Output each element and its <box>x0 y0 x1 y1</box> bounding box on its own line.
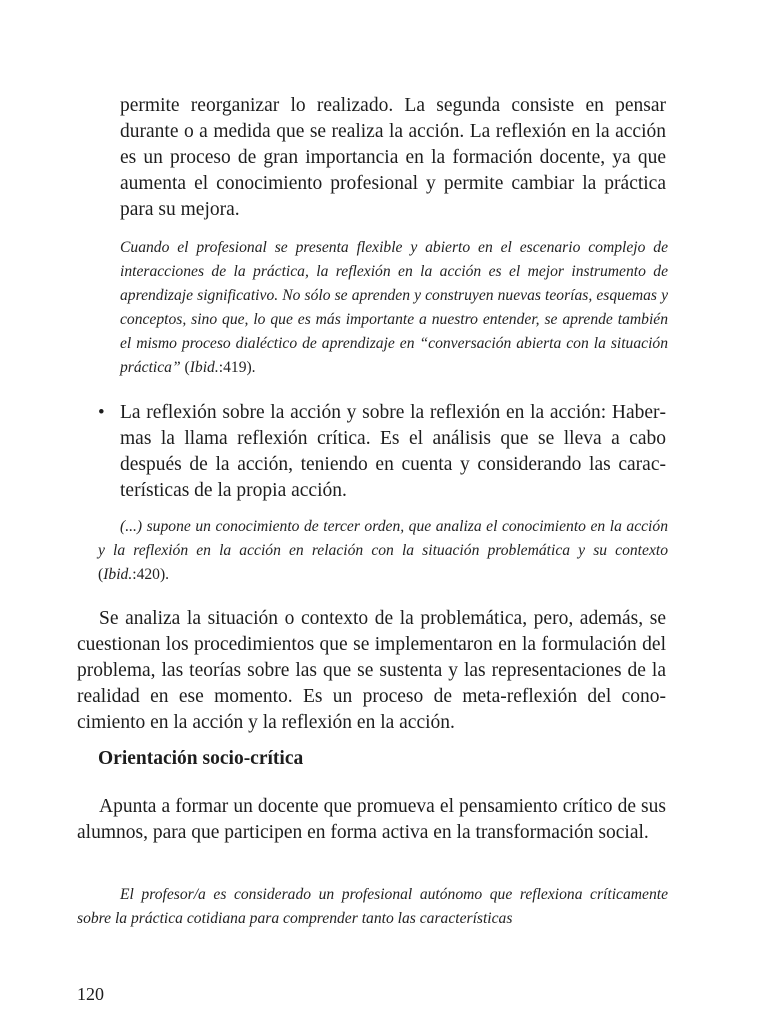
quote-tercer-orden <box>98 515 668 587</box>
quote-profesor-autonomo: El profesor/a es considerado un profesional autónomo que reflexiona críticamente sobre la práctica cotidiana para comprender tanto las características <box>77 886 668 927</box>
section-heading: Orientación socio-crítica <box>98 748 304 769</box>
paragraph-reflexion-accion: permite reorganizar lo realizado. La segunda consiste en pensar durante o a medida que se realiza la acción. La reflexión en la acción es un proceso de gran importancia en la formación docente, ya que aumenta el conocimiento profesional y permite cambiar la práctica para su mejora. <box>120 95 666 220</box>
quote-cite-open: ( <box>180 359 190 376</box>
quote-cite-source: Ibid. <box>103 566 133 583</box>
quote-reflexion-en-la-accion <box>120 236 668 380</box>
paragraph-socio-critica: Apunta a formar un docente que promueva el pensamiento crítico de sus alumnos, para que participen en forma activa en la transformación social. <box>77 796 666 843</box>
bullet-reflexion-critica: La reflexión sobre la acción y sobre la reflexión en la acción: Habermas la llama reflexión crítica. Es el análisis que se lleva a cabo después de la acción, teniendo en cuenta y considerando las características de la propia acción. <box>120 402 666 501</box>
quote-cite-source: Ibid. <box>189 359 219 376</box>
quote-cite-rest: :420). <box>132 566 170 583</box>
bullet-marker: • <box>98 402 105 423</box>
quote-cite-rest: :419). <box>218 359 256 376</box>
page-number: 120 <box>77 984 104 1004</box>
paragraph-meta-reflexion: Se analiza la situación o contexto de la problemática, pero, además, se cuestionan los procedimientos que se implementaron en la formulación del problema, las teorías sobre las que se sustenta y las representaciones de la realidad en ese momento. Es un proceso de meta-reflexión del conocimiento en la acción y la reflexión en la acción. <box>77 608 666 733</box>
quote-text: (...) supone un conocimiento de tercer orden, que analiza el conocimiento en la acción y la reflexión en la acción en relación con la situación problemática y su contexto <box>98 518 668 559</box>
quote-cite-open: ( <box>98 566 104 583</box>
quote-text: Cuando el profesional se presenta flexible y abierto en el escenario complejo de interacciones de la práctica, la reflexión en la acción es el mejor instrumento de aprendizaje significativo. No sólo se aprenden y construyen nuevas teorías, esquemas y conceptos, sino que, lo que es más importante a nuestro entender, se aprende también el mismo proceso dialéctico de aprendizaje en “conversación abierta con la situación práctica” <box>120 239 668 376</box>
